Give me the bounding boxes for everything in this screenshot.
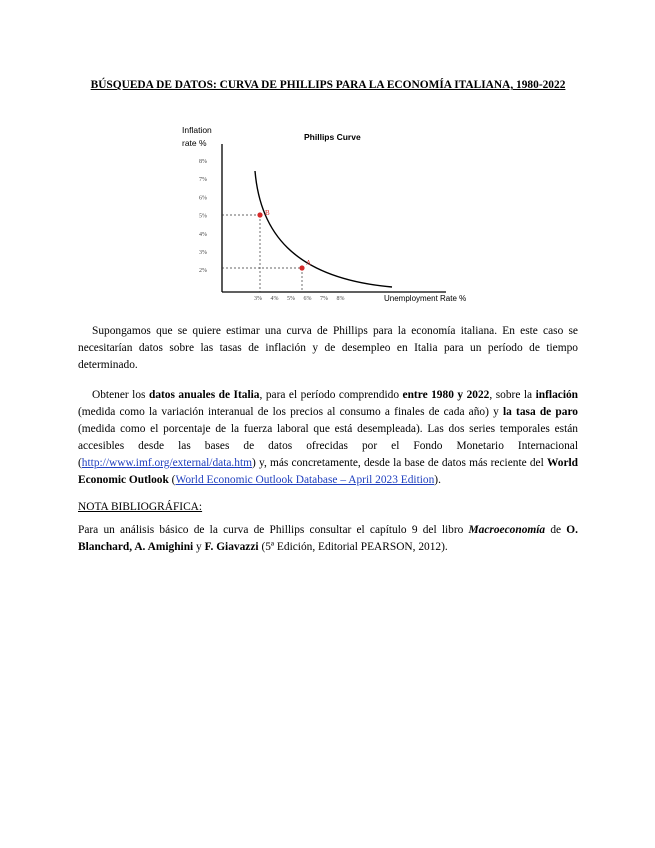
imf-data-link[interactable]: http://www.imf.org/external/data.htm bbox=[81, 457, 252, 469]
point-b-marker bbox=[257, 212, 262, 217]
p2-bold-period: entre 1980 y 2022 bbox=[402, 389, 490, 401]
x-tick-label: 4% bbox=[270, 296, 279, 302]
p3-book-title bbox=[469, 524, 546, 536]
y-tick-label: 7% bbox=[199, 177, 207, 184]
x-tick-label: 8% bbox=[336, 296, 345, 302]
p3-authors-2: F. Giavazzi bbox=[204, 541, 259, 553]
bibliographic-note-heading: NOTA BIBLIOGRÁFICA: bbox=[78, 501, 203, 513]
y-tick-label: 6% bbox=[199, 195, 207, 202]
x-tick-label: 3% bbox=[254, 296, 262, 302]
figure-xlabel: Unemployment Rate % bbox=[384, 294, 467, 303]
x-tick-label: 7% bbox=[320, 296, 328, 302]
y-tick-label: 5% bbox=[199, 213, 207, 220]
y-tick-label: 4% bbox=[199, 231, 207, 238]
p2-text-7: ( bbox=[168, 474, 176, 486]
y-tick-labels bbox=[199, 159, 207, 274]
y-tick-label: 8% bbox=[199, 159, 207, 165]
p2-text-6: ) y, más concretamente, desde la base de datos más reciente del bbox=[252, 457, 547, 469]
point-a-marker bbox=[299, 265, 304, 270]
x-tick-label: 5% bbox=[287, 296, 295, 302]
p2-text-1: Obtener los bbox=[92, 389, 149, 401]
p2-bold-datos: datos anuales de Italia bbox=[148, 389, 260, 401]
p2-text-2: , para el período comprendido bbox=[259, 389, 403, 401]
paragraph-bibliography bbox=[78, 522, 578, 556]
p2-text-4: (medida como la variación interanual de los precios al consumo a finales de cada año) y bbox=[78, 406, 503, 418]
p2-bold-inflacion: inflación bbox=[535, 389, 579, 401]
p2-text-5: (medida como el porcentaje de la fuerza laboral que está desempleada). Las dos series temporales están accesibles desde las bases de datos ofrecidas por el Fondo Monetario Internacional ( bbox=[78, 423, 578, 469]
x-tick-labels bbox=[254, 296, 345, 302]
y-tick-label: 2% bbox=[199, 268, 207, 275]
point-b-label: B bbox=[265, 209, 270, 217]
paragraph-instructions bbox=[78, 387, 578, 489]
p2-text-3: , sobre la bbox=[489, 389, 536, 401]
p3-text-3: y bbox=[193, 541, 205, 553]
weo-database-link[interactable]: World Economic Outlook Database – April 2023 Edition bbox=[175, 474, 435, 486]
p3-book-title-italic: Macroeconomía bbox=[468, 524, 546, 536]
p3-text-1: Para un análisis básico de la curva de Phillips consultar el capítulo 9 del libro bbox=[78, 524, 469, 536]
p2-bold-paro: la tasa de paro bbox=[503, 406, 578, 418]
figure-ylabel-line1: Inflation bbox=[182, 125, 212, 135]
p3-text-4: (5ª Edición, Editorial PEARSON, 2012). bbox=[258, 541, 448, 553]
phillips-curve-line bbox=[255, 171, 392, 287]
p2-text-8: ). bbox=[434, 474, 441, 486]
document-title: BÚSQUEDA DE DATOS: CURVA DE PHILLIPS PARA LA ECONOMÍA ITALIANA, 1980-2022 bbox=[90, 79, 566, 91]
figure-ylabel-line2: rate % bbox=[182, 138, 207, 148]
paragraph-intro: Supongamos que se quiere estimar una curva de Phillips para la economía italiana. En este caso se necesitarían datos sobre las tasas de inflación y de desempleo en Italia para un período de tiempo determinado. bbox=[78, 325, 578, 371]
y-tick-label: 3% bbox=[199, 250, 207, 256]
phillips-curve-figure bbox=[176, 120, 486, 310]
figure-title: Phillips Curve bbox=[304, 132, 361, 142]
x-tick-label: 6% bbox=[303, 296, 312, 302]
point-a-label: A bbox=[306, 259, 312, 267]
p3-authors-1: O. Blanchard, A. Amighini bbox=[78, 524, 578, 553]
p3-text-2: de bbox=[545, 524, 567, 536]
p2-bold-weo: World Economic Outlook bbox=[78, 457, 578, 486]
